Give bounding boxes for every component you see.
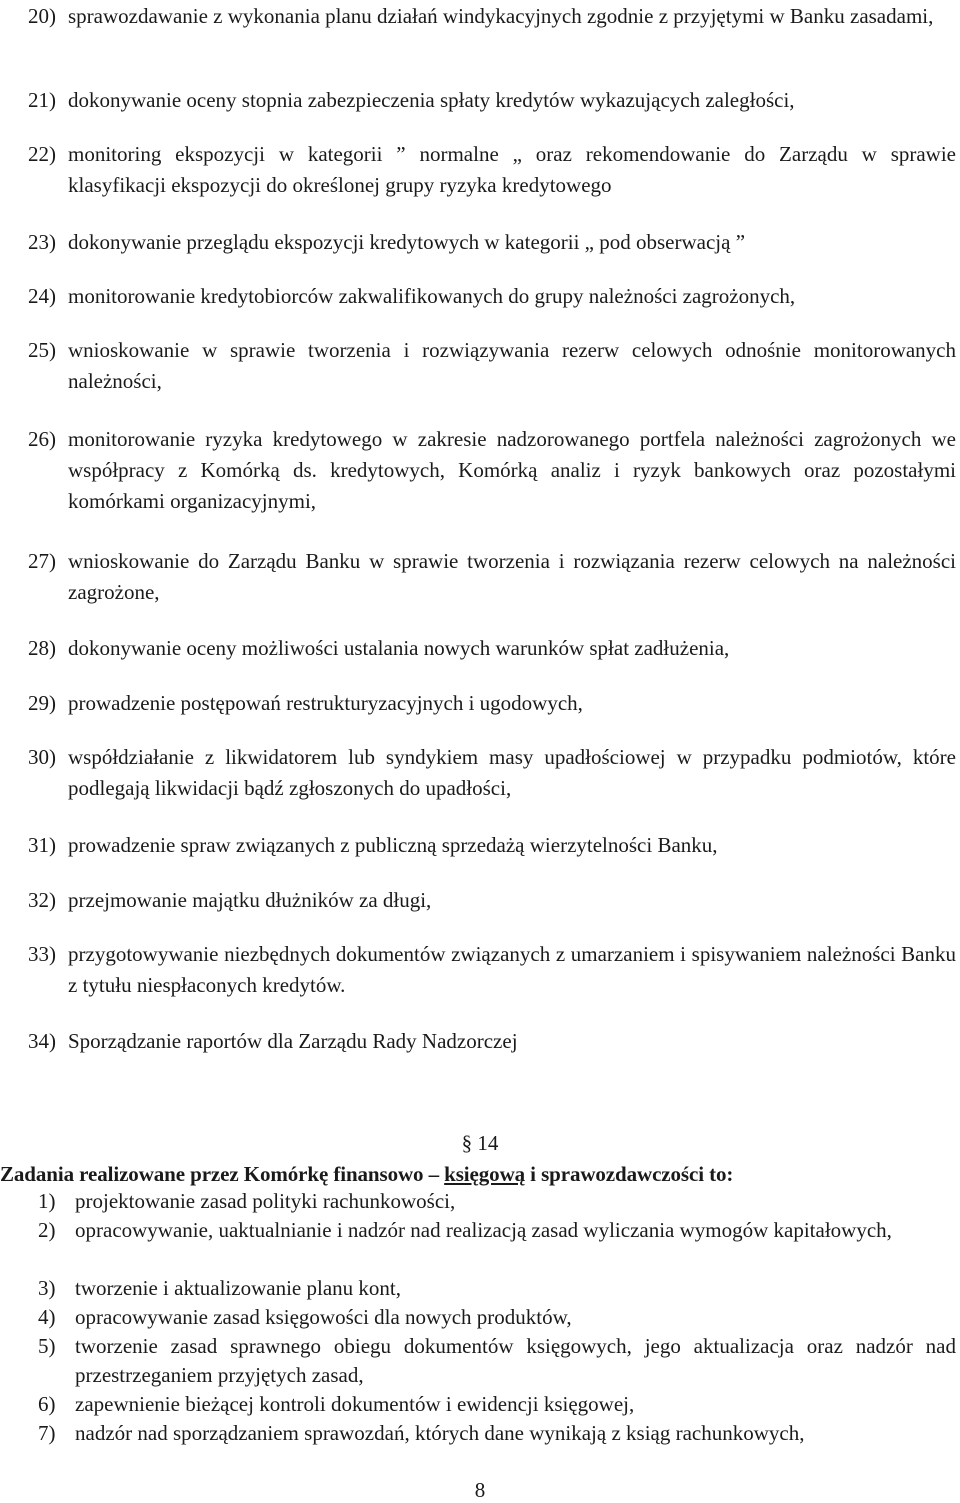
list-number: 21) [28,88,56,112]
list-text: przejmowanie majątku dłużników za długi, [68,888,432,912]
list-text: monitorowanie kredytobiorców zakwalifikowanych do grupy należności zagrożonych, [68,284,796,308]
list-number: 2) [38,1218,56,1242]
list-item-21 [28,85,956,116]
list-number: 4) [38,1305,56,1329]
list-number: 29) [28,691,56,715]
list-item-29 [28,688,956,719]
task-item-3 [38,1274,956,1303]
list-text: dokonywanie przeglądu ekspozycji kredytowych w kategorii „ pod obserwacją ” [68,230,746,254]
list-number: 23) [28,230,56,254]
list-number: 24) [28,284,56,308]
list-item-27 [28,546,956,608]
list-text: wnioskowanie do Zarządu Banku w sprawie tworzenia i rozwiązania rezerw celowych na należności zagrożone, [68,549,956,604]
list-number: 32) [28,888,56,912]
heading-part-1: Zadania realizowane przez Komórkę finansowo [0,1162,424,1186]
task-item-7 [38,1419,956,1448]
task-item-4 [38,1303,956,1332]
task-item-2 [38,1216,956,1245]
list-number: 1) [38,1189,56,1213]
list-item-26 [28,424,956,517]
list-text: monitorowanie ryzyka kredytowego w zakresie nadzorowanego portfela należności zagrożonych we współpracy z Komórką ds. kredytowych, Komórką analiz i ryzyk bankowych oraz pozostałymi komórkami organizacyjnymi, [68,427,956,513]
heading-dash: – [423,1162,445,1186]
list-number: 30) [28,745,56,769]
list-text: prowadzenie spraw związanych z publiczną sprzedażą wierzytelności Banku, [68,833,718,857]
heading-part-4: i sprawozdawczości to: [525,1162,734,1186]
heading-part-underlined: księgową [444,1162,526,1186]
list-number: 20) [28,4,56,28]
list-text: zapewnienie bieżącej kontroli dokumentów i ewidencji księgowej, [75,1392,635,1416]
list-text: Sporządzanie raportów dla Zarządu Rady Nadzorczej [68,1029,518,1053]
list-item-28 [28,633,956,664]
list-text: dokonywanie oceny możliwości ustalania nowych warunków spłat zadłużenia, [68,636,730,660]
list-item-23 [28,227,956,258]
list-text: tworzenie i aktualizowanie planu kont, [75,1276,401,1300]
section-heading [0,1159,960,1189]
list-item-31 [28,830,956,861]
list-item-33 [28,939,956,1001]
list-number: 7) [38,1421,56,1445]
list-item-34 [28,1026,956,1057]
task-item-6 [38,1390,956,1419]
list-text: nadzór nad sporządzaniem sprawozdań, których dane wynikają z ksiąg rachunkowych, [75,1421,805,1445]
list-number: 33) [28,942,56,966]
page-number: 8 [474,1478,486,1502]
list-number: 5) [38,1334,56,1358]
list-number: 34) [28,1029,56,1053]
list-item-30 [28,742,956,804]
list-text: dokonywanie oceny stopnia zabezpieczenia spłaty kredytów wykazujących zaległości, [68,88,795,112]
list-text: projektowanie zasad polityki rachunkowości, [75,1189,456,1213]
list-text: wnioskowanie w sprawie tworzenia i rozwiązywania rezerw celowych odnośnie monitorowanych należności, [68,338,956,393]
list-item-32 [28,885,956,916]
list-number: 6) [38,1392,56,1416]
list-text: prowadzenie postępowań restrukturyzacyjnych i ugodowych, [68,691,583,715]
list-text: sprawozdawanie z wykonania planu działań windykacyjnych zgodnie z przyjętymi w Banku zasadami, [68,4,934,28]
list-number: 3) [38,1276,56,1300]
list-number: 22) [28,142,56,166]
list-number: 25) [28,338,56,362]
section-number: § 14 [461,1131,499,1155]
list-number: 27) [28,549,56,573]
list-number: 26) [28,427,56,451]
task-item-1 [38,1187,956,1216]
list-text: tworzenie zasad sprawnego obiegu dokumentów księgowych, jego aktualizacja oraz nadzór nad przestrzeganiem przyjętych zasad, [75,1334,956,1387]
list-text: monitoring ekspozycji w kategorii ” normalne „ oraz rekomendowanie do Zarządu w sprawie klasyfikacji ekspozycji do określonej grupy ryzyka kredytowego [68,142,956,197]
list-item-25 [28,335,956,397]
task-item-5 [38,1332,956,1390]
list-number: 31) [28,833,56,857]
list-text: współdziałanie z likwidatorem lub syndykiem masy upadłościowej w przypadku podmiotów, które podlegają likwidacji bądź zgłoszonych do upadłości, [68,745,956,800]
list-item-22 [28,139,956,201]
list-text: opracowywanie, uaktualnianie i nadzór nad realizacją zasad wyliczania wymogów kapitałowych, [75,1218,892,1242]
list-text: opracowywanie zasad księgowości dla nowych produktów, [75,1305,572,1329]
list-item-20 [28,1,956,32]
list-text: przygotowywanie niezbędnych dokumentów związanych z umarzaniem i spisywaniem należności Banku z tytułu niespłaconych kredytów. [68,942,956,997]
list-item-24 [28,281,956,312]
list-number: 28) [28,636,56,660]
